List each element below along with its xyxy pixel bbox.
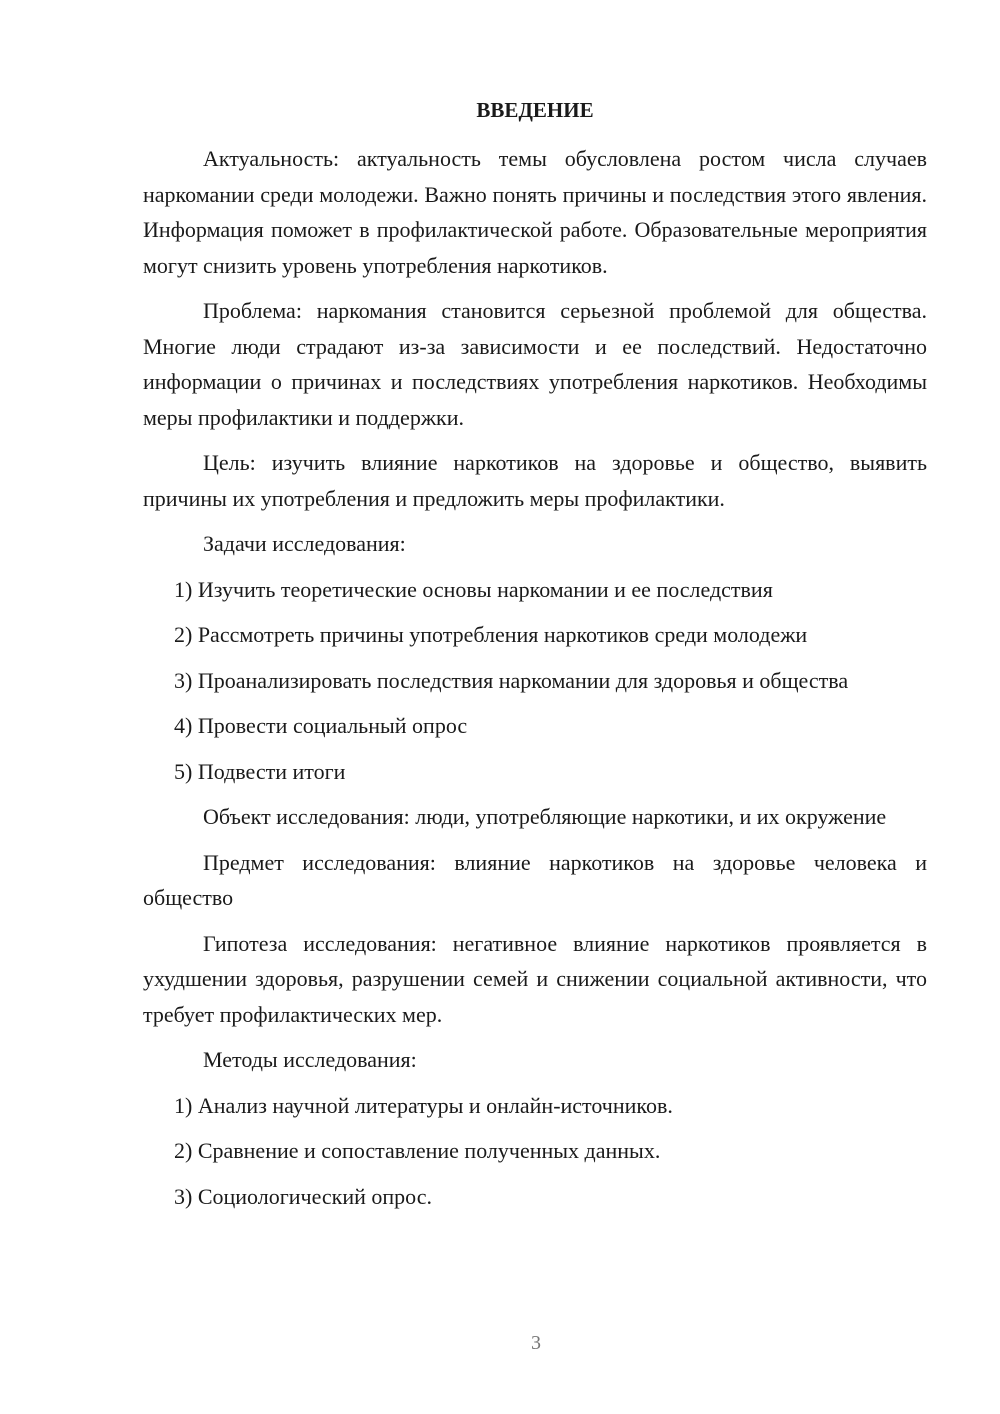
method-item-2: 2) Сравнение и сопоставление полученных данных. [174,1138,661,1163]
goal-paragraph: Цель: изучить влияние наркотиков на здоровье и общество, выявить причины их употребления и предложить меры профилактики. [143,450,927,511]
object-paragraph: Объект исследования: люди, употребляющие наркотики, и их окружение [203,804,887,829]
task-item-1: 1) Изучить теоретические основы наркомании и ее последствия [174,576,773,602]
methods-heading: Методы исследования: [203,1047,417,1072]
problem-paragraph: Проблема: наркомания становится серьезной проблемой для общества. Многие люди страдают из-за зависимости и ее последствий. Недостаточно информации о причинах и последствиях употребления наркотиков. Необходимы меры профилактики и поддержки. [143,298,927,430]
method-item-1: 1) Анализ научной литературы и онлайн-источников. [174,1092,673,1118]
relevance-paragraph: Актуальность: актуальность темы обусловлена ростом числа случаев наркомании среди молодежи. Важно понять причины и последствия этого явления. Информация поможет в профилактической работе. Образовательные мероприятия могут снизить уровень употребления наркотиков. [143,146,927,278]
task-item-4: 4) Провести социальный опрос [174,713,468,738]
task-item-3: 3) Проанализировать последствия наркомании для здоровья и общества [174,667,849,693]
tasks-heading: Задачи исследования: [203,531,406,556]
page-content [143,93,927,1224]
task-item-2: 2) Рассмотреть причины употребления наркотиков среди молодежи [174,622,808,647]
method-item-3: 3) Социологический опрос. [174,1183,432,1209]
hypothesis-paragraph: Гипотеза исследования: негативное влияние наркотиков проявляется в ухудшении здоровья, разрушении семей и снижении социальной активности, что требует профилактических мер. [143,930,927,1027]
subject-paragraph: Предмет исследования: влияние наркотиков на здоровье человека и общество [143,849,927,910]
page-number: 3 [531,1332,541,1354]
section-title: ВВЕДЕНИЕ [476,98,594,122]
task-item-5: 5) Подвести итоги [174,758,346,784]
